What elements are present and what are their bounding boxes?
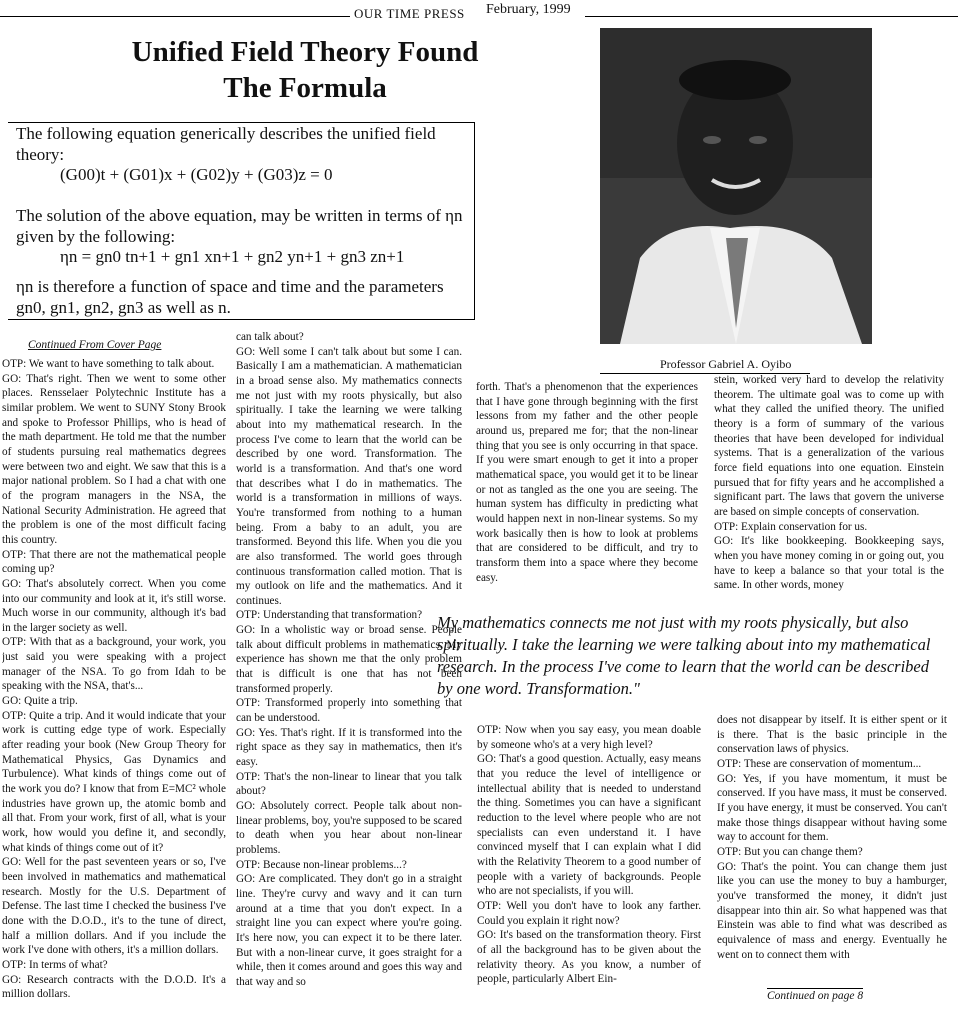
masthead-rule-left: [0, 16, 350, 17]
equation-conclusion: ηn is therefore a function of space and time and the parameters gn0, gn1, gn2, gn3 as well as n.: [16, 277, 444, 317]
article-column-5: OTP: Now when you say easy, you mean doable by someone who's at a very high level? GO: That's a good question. Actually, easy means that you reduce the level of intelligence or intellectual ability that is needed to understand the thing. Sometimes you can have a significant reduction to the level where people who are not specialists can even understand it. I have convinced myself that I can explain what I did with the Relativity Theorem to a good number of people with a variety of backgrounds. People who are not specialists, if you will. OTP: Well you don't have to look any farther. Could you explain it right now? GO: It's based on the transformation theory. First of all the background has to be given about the relativity theory. As you know, a number of people, particularly Albert Ein-: [477, 724, 701, 986]
headline-line-1: Unified Field Theory Found: [131, 36, 479, 68]
masthead-rule-right: [585, 16, 958, 17]
publication-date: February, 1999: [486, 2, 571, 17]
publication-name: OUR TIME PRESS: [354, 6, 465, 21]
equation-2: ηn = gn0 tn+1 + gn1 xn+1 + gn2 yn+1 + gn3 zn+1: [60, 247, 405, 266]
photo-caption: Professor Gabriel A. Oyibo: [660, 357, 792, 371]
equation-intro: The following equation generically describes the unified field theory:: [16, 124, 436, 164]
portrait-illustration: [600, 28, 872, 344]
article-column-4: stein, worked very hard to develop the relativity theorem. The ultimate goal was to come up with what they called the unified theory. The unified theory is a form of summary of the various theories that have been developed for individual systems. That is a generalization of the various force field equations into one equation. Einstein pursued that for fifty years and he accomplished a significant part. The laws that govern the universe are based on simple concepts of conservation. OTP: Explain conservation for us. GO: It's like bookkeeping. Bookkeeping says, when you have money coming in or going out, you have to keep a balance so that your total is the same. In other words, money: [714, 374, 944, 592]
headline: [20, 34, 590, 106]
equation-1: (G00)t + (G01)x + (G02)y + (G03)z = 0: [60, 165, 333, 184]
article-column-3: forth. That's a phenomenon that the experiences that I have gone through beginning with the first lessons from my father and the other people around us, prepared me for; that the non-linear thing that you see is only occurring in that space. If you were smart enough to get it into a proper mathematical space, you would get it to be linear or not as tangled as the one you are seeing. The human system has difficulty in predicting what would happen next in non-linear systems. So my work basically then is how to look at problems that are considered to be difficult, and try to transform them into a space where they become easy.: [476, 381, 698, 584]
continued-on: Continued on page 8: [767, 990, 864, 1002]
solution-intro: The solution of the above equation, may be written in terms of ηn given by the following:: [16, 206, 463, 246]
continued-from: Continued From Cover Page: [28, 339, 162, 351]
headline-line-2: The Formula: [223, 72, 387, 104]
article-column-1: OTP: We want to have something to talk about. GO: That's right. Then we went to some other places. Rensselaer Polytechnic Institute has a similar problem. We went to SUNY Stony Brook and spoke to Professor Phillips, who is head of the math department. He told me that the number of students pursuing real mathematics degrees were between two and eight. We saw that this is a major national problem. So I had a chat with one of the program managers in the NSA, the National Security Administration. He agreed that the problem is one of the most difficult facing this country. OTP: That there are not the mathematical people coming up? GO: That's absolutely correct. When you come into our community and look at it, it's still worse. Much worse in our community, although it's bad in the larger society as well. OTP: With that as a background, your work, you just said you were speaking with a project manager of the NSA. To go from Idah to be speaking with the NSA, that's... GO: Quite a trip. OTP: Quite a trip. And it would indicate that your work is cutting edge type of work. Especially after reading your book (New Group Theory for Mathematical Physics, Gas Dynamics and Turbulence). What kinds of things come out of the work you do? I know that from E=MC² whole industries have grown up, the atomic bomb and all that. From your work, first of all, what is your work, how would you define it, and secondly, what kinds of things come out of it? GO: Well for the past seventeen years or so, I've been involved in mathematics and mathematical research. Mostly for the U.S. Department of Defense. The last time I checked the business I've done with the D.O.D., it's to the tune of direct, half a million dollars. And if you include the work I've done with others, it's a million dollars. OTP: In terms of what? GO: Research contracts with the D.O.D. It's a million dollars.: [2, 358, 226, 1001]
equation-box: [8, 122, 475, 320]
article-column-6: does not disappear by itself. It is either spent or it is there. That is the basic principle in the conservation laws of physics. OTP: These are conservation of momentum... GO: Yes, if you have momentum, it must be conserved. If you have mass, it must be conserved. If you have energy, it must be conserved. You can't make those things disappear without having some way to account for them. OTP: But you can change them? GO: That's the point. You can change them just like you can use the money to buy a hamburger, you've transformed the money, it didn't just disappear into thin air. So what happened was that Einstein was able to find what was described as equivalence of mass and energy. Eventually he went on to connect them with: [717, 714, 947, 961]
masthead: [0, 2, 958, 22]
portrait-photo: [600, 28, 872, 344]
article-column-2: can talk about? GO: Well some I can't talk about but some I can. Basically I am a mathematician. A mathematician in a broad sense also. My mathematics connects me not just with my roots physically, but also spiritually. I take the learning we were talking about into my mathematical research. In the process I've come to learn that the world can be described by one word. Transformation. The world is a transformation. And that's one word that describes what I do in mathematics. The world is a transformation in millions of ways. You're transformed from nothing to a human being. From a baby to an adult, you are transformed. Beyond this life. When you die you are also transformed. The world goes through continuous transformation called motion. That is my outlook on life and the mathematics. And it continues. OTP: Understanding that transformation? GO: In a wholistic way or broad sense. People talk about difficult problems in mathematics. My experience has shown me that the only problem that is difficult is one that has not been transformed properly. OTP: Transformed properly into something that can be understood. GO: Yes. That's right. If it is transformed into the right space as they say in mathematics, then it's easy. OTP: That's the non-linear to linear that you talk about? GO: Absolutely correct. People talk about non-linear problems, boy, you're supposed to be scared to death when you hear about non-linear problems. OTP: Because non-linear problems...? GO: Are complicated. They don't go in a straight line. They're curvy and wavy and it can turn around at a time that you don't expect. In a straight line you can expect where you're going. It's here now, you can expect it to be there later. But with a non-linear curve, it goes straight for a while, then it comes around and goes this way and that way and so: [236, 331, 462, 988]
pull-quote: My mathematics connects me not just with my roots physically, but also spiritually. I take the learning we were talking about into my mathematical research. In the process I've come to learn that the world can be described by one word. Transformation.": [437, 613, 931, 698]
